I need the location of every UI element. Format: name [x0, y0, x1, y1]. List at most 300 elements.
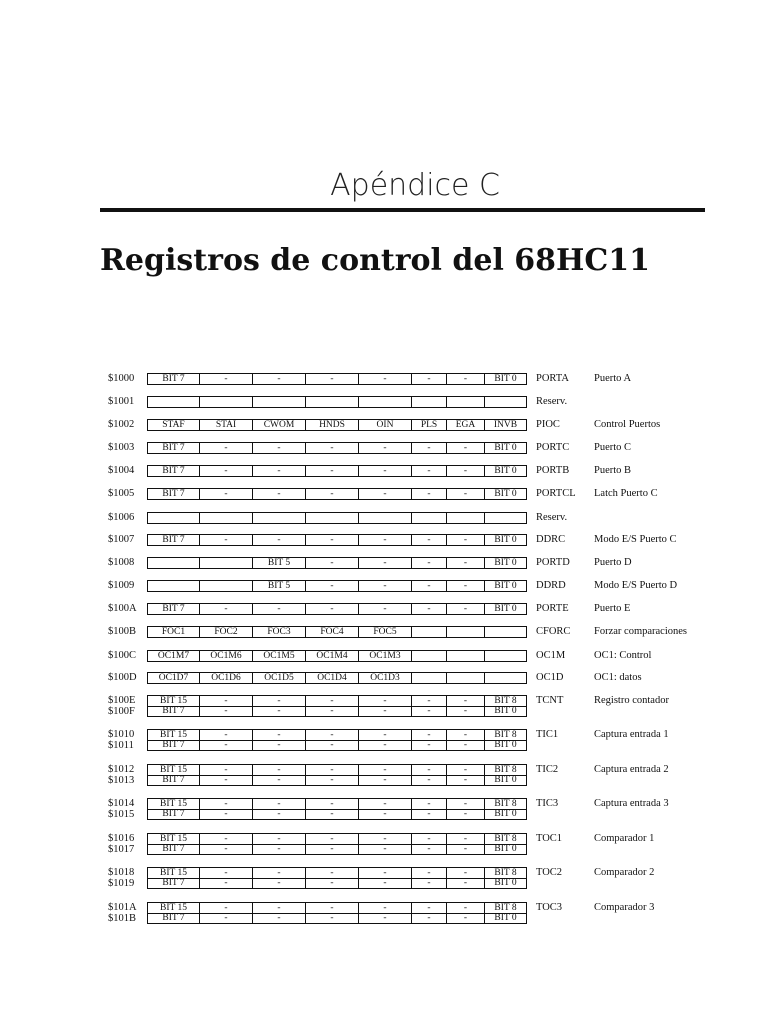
bit-cell: -	[200, 775, 253, 786]
bit-cell: -	[447, 844, 485, 855]
bit-field-row	[147, 396, 527, 408]
bit-cell: BIT 0	[485, 558, 527, 569]
register-name: Reserv.	[536, 512, 568, 523]
register-name: PIOC	[536, 419, 560, 430]
bit-cell: -	[306, 809, 359, 820]
bit-cell: -	[412, 868, 447, 879]
bit-cell: -	[306, 558, 359, 569]
bit-cell: -	[306, 765, 359, 776]
bit-cell: -	[253, 799, 306, 810]
register-address: $100E	[108, 695, 136, 706]
bit-cell: -	[359, 903, 412, 914]
bit-cell: BIT 8	[485, 903, 527, 914]
register-name: TCNT	[536, 695, 564, 706]
bit-cell: HNDS	[306, 420, 359, 431]
register-name: PORTA	[536, 373, 569, 384]
bit-cell: OC1D6	[200, 673, 253, 684]
bit-cell: -	[359, 765, 412, 776]
bit-cell: BIT 7	[148, 443, 200, 454]
register-description: Registro contador	[594, 695, 669, 706]
register-address: $1017	[108, 844, 135, 855]
bit-cell: -	[306, 443, 359, 454]
bit-field-row	[147, 913, 527, 924]
bit-cell: -	[412, 765, 447, 776]
register-name: OC1D	[536, 672, 564, 683]
bit-cell: -	[306, 775, 359, 786]
bit-cell: OC1D5	[253, 673, 306, 684]
bit-cell: BIT 0	[485, 878, 527, 889]
bit-cell	[200, 581, 253, 592]
bit-cell: BIT 7	[148, 489, 200, 500]
register-address: $1016	[108, 833, 135, 844]
register-name: PORTD	[536, 557, 570, 568]
bit-field-row	[147, 488, 527, 500]
bit-cell: -	[359, 799, 412, 810]
bit-cell: -	[359, 834, 412, 845]
register-address: $100B	[108, 626, 137, 637]
bit-cell: -	[412, 809, 447, 820]
bit-cell	[412, 651, 447, 662]
bit-cell: -	[253, 443, 306, 454]
bit-cell: -	[200, 834, 253, 845]
bit-cell: -	[200, 740, 253, 751]
bit-cell: -	[447, 775, 485, 786]
bit-cell: -	[200, 903, 253, 914]
bit-cell: -	[306, 730, 359, 741]
register-address: $1008	[108, 557, 135, 568]
register-description: Comparador 2	[594, 867, 655, 878]
register-address: $100D	[108, 672, 137, 683]
bit-cell	[148, 581, 200, 592]
bit-field-row	[147, 878, 527, 889]
bit-cell: -	[306, 868, 359, 879]
bit-cell: BIT 8	[485, 834, 527, 845]
bit-cell: OC1M6	[200, 651, 253, 662]
bit-cell: -	[253, 903, 306, 914]
bit-field-row	[147, 672, 527, 684]
register-address: $1013	[108, 775, 135, 786]
bit-cell: -	[253, 604, 306, 615]
bit-cell: BIT 0	[485, 466, 527, 477]
bit-cell	[412, 513, 447, 524]
bit-cell: EGA	[447, 420, 485, 431]
bit-field-row	[147, 740, 527, 751]
register-name: Reserv.	[536, 396, 568, 407]
bit-cell: BIT 8	[485, 799, 527, 810]
bit-cell	[148, 513, 200, 524]
bit-cell: -	[253, 834, 306, 845]
register-description: Puerto C	[594, 442, 632, 453]
bit-cell: -	[200, 878, 253, 889]
bit-cell: BIT 0	[485, 443, 527, 454]
bit-cell: -	[447, 809, 485, 820]
bit-cell: -	[447, 913, 485, 924]
bit-cell: -	[447, 581, 485, 592]
register-address: $101B	[108, 913, 137, 924]
register-description: Comparador 1	[594, 833, 655, 844]
bit-cell	[200, 397, 253, 408]
bit-cell: OC1M3	[359, 651, 412, 662]
bit-cell: -	[412, 878, 447, 889]
bit-cell: -	[447, 374, 485, 385]
register-name: OC1M	[536, 650, 566, 661]
bit-cell: -	[412, 730, 447, 741]
bit-cell: -	[306, 581, 359, 592]
bit-cell: -	[306, 706, 359, 717]
bit-cell: BIT 0	[485, 740, 527, 751]
bit-cell: BIT 0	[485, 706, 527, 717]
bit-cell	[306, 397, 359, 408]
bit-cell	[359, 397, 412, 408]
bit-cell	[200, 513, 253, 524]
bit-cell: -	[359, 809, 412, 820]
bit-cell: -	[359, 775, 412, 786]
bit-cell: -	[447, 604, 485, 615]
bit-cell	[148, 397, 200, 408]
bit-cell: -	[447, 730, 485, 741]
bit-cell: OC1M4	[306, 651, 359, 662]
bit-cell: -	[306, 913, 359, 924]
title-rule	[100, 208, 705, 212]
bit-cell: -	[253, 809, 306, 820]
bit-cell: -	[447, 868, 485, 879]
bit-cell: BIT 8	[485, 868, 527, 879]
bit-cell: -	[200, 374, 253, 385]
bit-cell	[485, 627, 527, 638]
register-address: $1011	[108, 740, 134, 751]
bit-cell: -	[412, 775, 447, 786]
register-description: Comparador 3	[594, 902, 655, 913]
register-description: Puerto B	[594, 465, 632, 476]
bit-cell	[253, 397, 306, 408]
bit-cell: -	[412, 799, 447, 810]
bit-field-row	[147, 419, 527, 431]
chapter-title: Registros de control del 68HC11	[100, 243, 651, 278]
bit-cell: BIT 7	[148, 535, 200, 546]
bit-cell: -	[447, 799, 485, 810]
register-address: $1018	[108, 867, 135, 878]
bit-cell: -	[412, 844, 447, 855]
register-name: TOC1	[536, 833, 563, 844]
bit-cell: -	[253, 765, 306, 776]
bit-cell: -	[253, 913, 306, 924]
bit-cell: -	[253, 706, 306, 717]
bit-cell: INVB	[485, 420, 527, 431]
bit-cell	[200, 558, 253, 569]
register-name: PORTB	[536, 465, 570, 476]
bit-cell: -	[359, 868, 412, 879]
bit-cell: -	[412, 535, 447, 546]
bit-cell	[447, 397, 485, 408]
bit-cell: CWOM	[253, 420, 306, 431]
bit-cell: BIT 5	[253, 558, 306, 569]
bit-cell: -	[447, 443, 485, 454]
register-address: $1009	[108, 580, 135, 591]
bit-field-row	[147, 465, 527, 477]
bit-cell: -	[447, 558, 485, 569]
bit-cell: BIT 7	[148, 604, 200, 615]
bit-cell: BIT 15	[148, 765, 200, 776]
bit-field-row	[147, 626, 527, 638]
bit-cell: -	[447, 535, 485, 546]
bit-field-row	[147, 706, 527, 717]
register-name: PORTC	[536, 442, 570, 453]
register-address: $1003	[108, 442, 135, 453]
bit-cell: -	[306, 834, 359, 845]
bit-cell: -	[359, 706, 412, 717]
bit-cell: BIT 15	[148, 903, 200, 914]
bit-cell: -	[306, 604, 359, 615]
bit-cell: -	[253, 374, 306, 385]
bit-cell	[485, 651, 527, 662]
register-address: $1001	[108, 396, 135, 407]
bit-cell: -	[200, 730, 253, 741]
bit-cell: PLS	[412, 420, 447, 431]
bit-cell: -	[359, 558, 412, 569]
bit-cell: -	[412, 581, 447, 592]
bit-cell: BIT 0	[485, 374, 527, 385]
bit-cell: BIT 7	[148, 706, 200, 717]
bit-cell: BIT 7	[148, 878, 200, 889]
bit-cell: OC1M5	[253, 651, 306, 662]
bit-cell: -	[447, 740, 485, 751]
bit-cell	[447, 627, 485, 638]
bit-field-row	[147, 844, 527, 855]
bit-cell: -	[306, 489, 359, 500]
bit-cell: -	[359, 730, 412, 741]
register-address: $1010	[108, 729, 135, 740]
bit-cell: FOC3	[253, 627, 306, 638]
bit-cell	[253, 513, 306, 524]
bit-cell: BIT 0	[485, 809, 527, 820]
bit-cell: -	[359, 535, 412, 546]
bit-cell: -	[200, 489, 253, 500]
bit-cell: -	[359, 740, 412, 751]
bit-cell: OC1D7	[148, 673, 200, 684]
bit-cell: -	[306, 374, 359, 385]
register-description: Captura entrada 3	[594, 798, 669, 809]
bit-cell: OC1D4	[306, 673, 359, 684]
bit-cell: -	[200, 765, 253, 776]
bit-cell: BIT 8	[485, 730, 527, 741]
bit-cell: -	[412, 696, 447, 707]
bit-cell	[412, 627, 447, 638]
bit-cell: -	[200, 868, 253, 879]
bit-cell: -	[447, 696, 485, 707]
bit-field-row	[147, 580, 527, 592]
bit-cell: -	[447, 765, 485, 776]
bit-cell: -	[200, 604, 253, 615]
bit-cell: FOC1	[148, 627, 200, 638]
bit-cell: -	[200, 443, 253, 454]
bit-cell: -	[253, 878, 306, 889]
bit-cell: -	[412, 604, 447, 615]
bit-cell: -	[447, 489, 485, 500]
bit-cell: FOC4	[306, 627, 359, 638]
register-address: $1005	[108, 488, 135, 499]
bit-cell: -	[306, 466, 359, 477]
register-description: Puerto D	[594, 557, 632, 568]
bit-cell: -	[306, 844, 359, 855]
bit-cell	[447, 651, 485, 662]
register-name: CFORC	[536, 626, 571, 637]
bit-cell: -	[359, 581, 412, 592]
bit-cell: BIT 0	[485, 775, 527, 786]
register-address: $1006	[108, 512, 135, 523]
register-name: TOC2	[536, 867, 563, 878]
bit-cell: -	[253, 775, 306, 786]
register-address: $1007	[108, 534, 135, 545]
register-description: Captura entrada 2	[594, 764, 669, 775]
bit-cell: -	[200, 696, 253, 707]
bit-cell: -	[412, 443, 447, 454]
bit-cell: -	[306, 740, 359, 751]
bit-cell: -	[306, 799, 359, 810]
bit-cell: -	[359, 466, 412, 477]
bit-cell	[412, 397, 447, 408]
bit-cell: -	[253, 844, 306, 855]
bit-cell: BIT 0	[485, 581, 527, 592]
bit-cell: -	[359, 878, 412, 889]
bit-cell: -	[447, 878, 485, 889]
bit-cell: BIT 7	[148, 374, 200, 385]
bit-cell: BIT 8	[485, 696, 527, 707]
bit-cell: BIT 7	[148, 913, 200, 924]
bit-cell: -	[412, 740, 447, 751]
register-description: OC1: datos	[594, 672, 642, 683]
register-description: Control Puertos	[594, 419, 661, 430]
register-address: $1015	[108, 809, 135, 820]
register-name: PORTE	[536, 603, 569, 614]
bit-cell: OIN	[359, 420, 412, 431]
bit-cell	[306, 513, 359, 524]
bit-cell: -	[412, 706, 447, 717]
bit-cell	[148, 558, 200, 569]
bit-cell: BIT 7	[148, 775, 200, 786]
bit-cell: BIT 15	[148, 730, 200, 741]
bit-field-row	[147, 373, 527, 385]
bit-cell: BIT 0	[485, 913, 527, 924]
bit-cell: -	[412, 903, 447, 914]
bit-cell: -	[200, 706, 253, 717]
bit-field-row	[147, 442, 527, 454]
bit-cell	[359, 513, 412, 524]
register-description: Modo E/S Puerto D	[594, 580, 678, 591]
register-description: Latch Puerto C	[594, 488, 658, 499]
bit-cell: BIT 0	[485, 535, 527, 546]
bit-cell: -	[200, 535, 253, 546]
register-address: $1002	[108, 419, 135, 430]
bit-field-row	[147, 512, 527, 524]
appendix-title: Apéndice C	[330, 168, 500, 203]
bit-cell	[485, 397, 527, 408]
bit-cell: -	[359, 489, 412, 500]
bit-cell: -	[359, 443, 412, 454]
register-description: OC1: Control	[594, 650, 652, 661]
bit-cell: -	[447, 706, 485, 717]
register-name: DDRC	[536, 534, 566, 545]
register-name: TIC1	[536, 729, 559, 740]
bit-cell: BIT 7	[148, 809, 200, 820]
register-description: Modo E/S Puerto C	[594, 534, 677, 545]
bit-cell: BIT 15	[148, 696, 200, 707]
bit-field-row	[147, 603, 527, 615]
register-address: $1019	[108, 878, 135, 889]
bit-cell: -	[306, 878, 359, 889]
register-address: $100F	[108, 706, 135, 717]
bit-cell: -	[412, 834, 447, 845]
bit-cell: BIT 7	[148, 740, 200, 751]
bit-field-row	[147, 809, 527, 820]
bit-cell: FOC5	[359, 627, 412, 638]
bit-cell: -	[306, 903, 359, 914]
register-address: $100A	[108, 603, 137, 614]
register-address: $1000	[108, 373, 135, 384]
bit-cell: -	[412, 558, 447, 569]
register-description: Puerto E	[594, 603, 631, 614]
bit-cell: -	[306, 696, 359, 707]
bit-cell	[447, 673, 485, 684]
bit-cell: -	[447, 466, 485, 477]
bit-cell: BIT 0	[485, 604, 527, 615]
bit-cell: BIT 15	[148, 799, 200, 810]
bit-cell: -	[253, 730, 306, 741]
bit-cell	[485, 513, 527, 524]
register-name: DDRD	[536, 580, 566, 591]
register-address: $1004	[108, 465, 135, 476]
bit-cell: -	[412, 374, 447, 385]
register-name: TIC3	[536, 798, 559, 809]
bit-cell: -	[359, 844, 412, 855]
bit-cell	[447, 513, 485, 524]
bit-cell: -	[253, 740, 306, 751]
bit-cell: -	[200, 913, 253, 924]
bit-cell: BIT 5	[253, 581, 306, 592]
register-description: Captura entrada 1	[594, 729, 669, 740]
bit-cell: OC1D3	[359, 673, 412, 684]
bit-cell: -	[200, 466, 253, 477]
bit-cell: -	[253, 696, 306, 707]
register-name: PORTCL	[536, 488, 576, 499]
register-address: $1014	[108, 798, 135, 809]
bit-cell: BIT 15	[148, 834, 200, 845]
bit-cell: FOC2	[200, 627, 253, 638]
register-name: TIC2	[536, 764, 559, 775]
bit-field-row	[147, 557, 527, 569]
bit-cell: -	[200, 844, 253, 855]
bit-cell: -	[412, 489, 447, 500]
bit-cell: -	[253, 868, 306, 879]
bit-cell: BIT 7	[148, 466, 200, 477]
bit-cell: -	[253, 466, 306, 477]
bit-cell: BIT 0	[485, 844, 527, 855]
bit-cell: -	[359, 604, 412, 615]
bit-cell: -	[200, 809, 253, 820]
bit-field-row	[147, 534, 527, 546]
bit-cell: -	[447, 834, 485, 845]
bit-cell: BIT 8	[485, 765, 527, 776]
bit-cell: -	[359, 913, 412, 924]
bit-cell: -	[200, 799, 253, 810]
bit-cell: -	[412, 466, 447, 477]
bit-cell: -	[253, 535, 306, 546]
bit-cell: STAI	[200, 420, 253, 431]
bit-field-row	[147, 775, 527, 786]
bit-cell	[412, 673, 447, 684]
bit-cell: STAF	[148, 420, 200, 431]
bit-cell: -	[412, 913, 447, 924]
bit-cell: OC1M7	[148, 651, 200, 662]
